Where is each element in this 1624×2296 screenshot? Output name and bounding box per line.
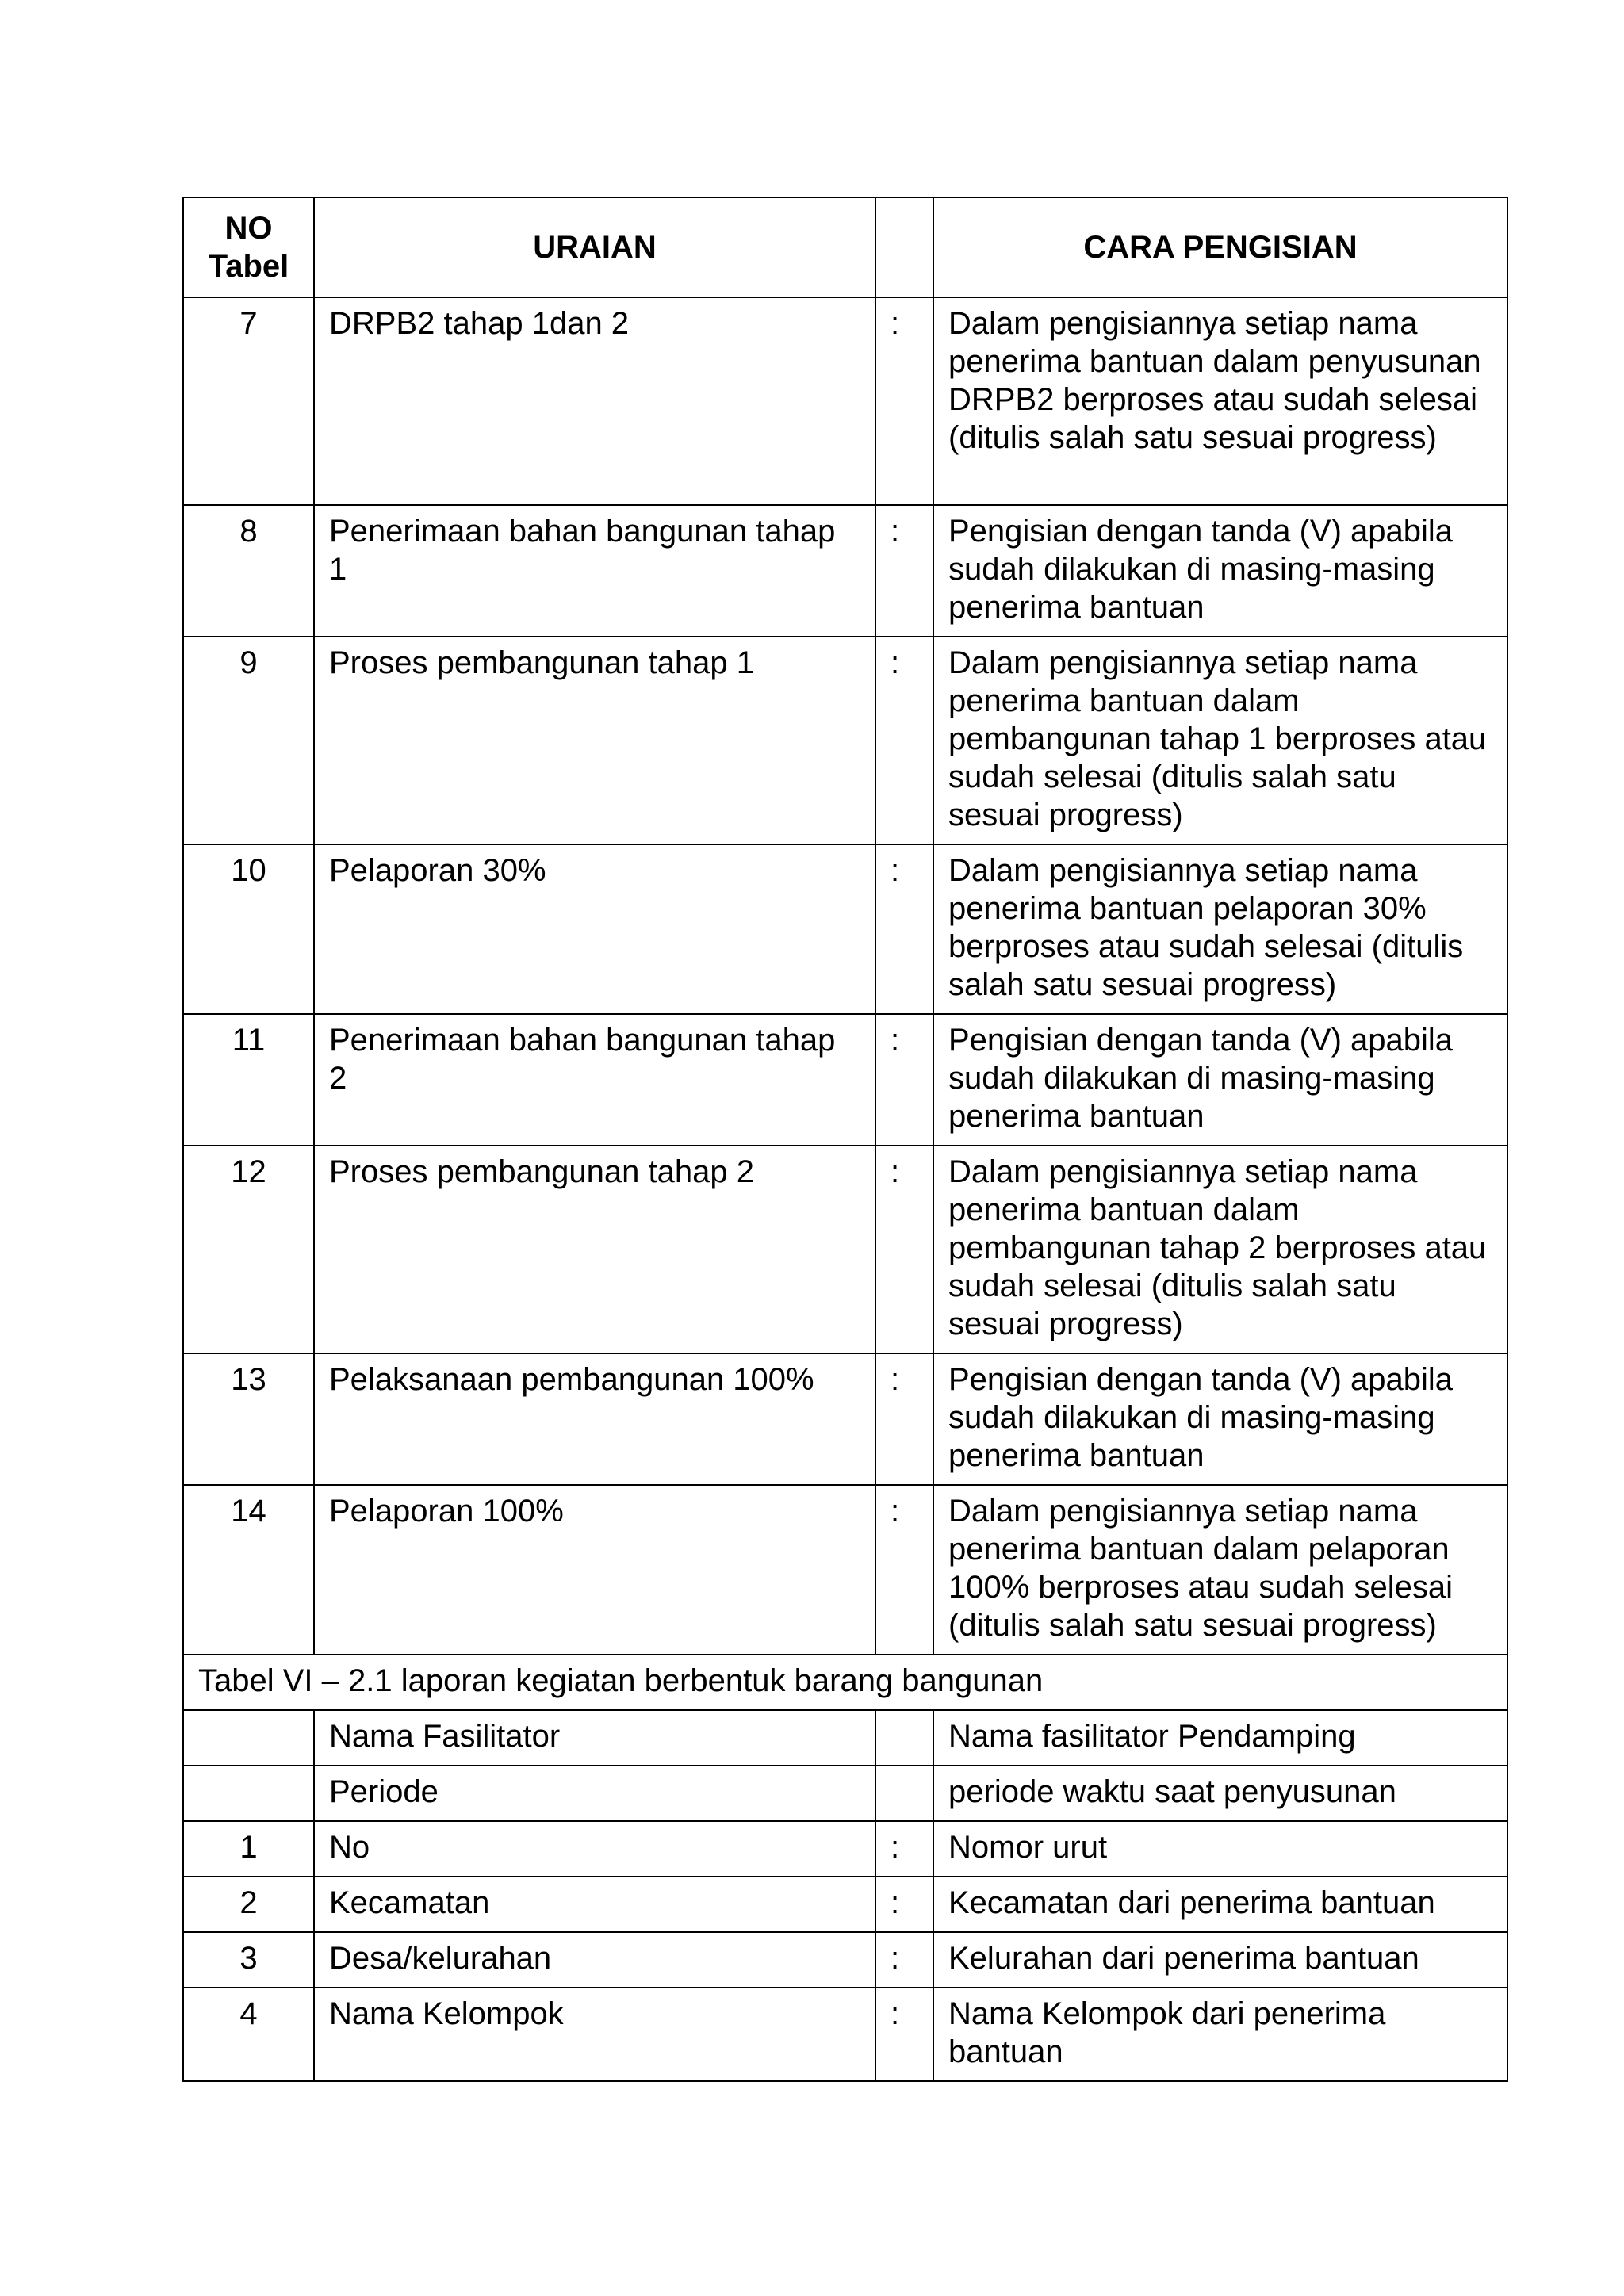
table-row <box>183 637 1507 844</box>
row-no: 13 <box>183 1353 314 1485</box>
row-cara: Nomor urut <box>933 1821 1507 1877</box>
table-row <box>183 1932 1507 1988</box>
row-no: 2 <box>183 1877 314 1932</box>
table-row <box>183 1014 1507 1146</box>
row-no: 3 <box>183 1932 314 1988</box>
row-uraian: DRPB2 tahap 1dan 2 <box>314 297 875 505</box>
row-uraian: Penerimaan bahan bangunan tahap 2 <box>314 1014 875 1146</box>
row-uraian: Pelaksanaan pembangunan 100% <box>314 1353 875 1485</box>
row-cara: Dalam pengisiannya setiap nama penerima bantuan dalam pembangunan tahap 1 berproses atau sudah selesai (ditulis salah satu sesuai progress) <box>933 637 1507 844</box>
header-uraian: URAIAN <box>314 197 875 297</box>
header-no-line1: NO <box>224 211 273 246</box>
row-no: 7 <box>183 297 314 505</box>
row-separator: : <box>875 637 933 844</box>
table-row <box>183 844 1507 1014</box>
row-cara: Nama Kelompok dari penerima bantuan <box>933 1988 1507 2081</box>
table-row <box>183 505 1507 637</box>
section-title: Tabel VI – 2.1 laporan kegiatan berbentuk barang bangunan <box>183 1655 1507 1710</box>
table-row <box>183 1877 1507 1932</box>
row-separator: : <box>875 1014 933 1146</box>
row-no: 1 <box>183 1821 314 1877</box>
header-row <box>183 197 1507 297</box>
row-cara: Kecamatan dari penerima bantuan <box>933 1877 1507 1932</box>
row-cara: Kelurahan dari penerima bantuan <box>933 1932 1507 1988</box>
row-cara: Nama fasilitator Pendamping <box>933 1710 1507 1766</box>
row-uraian: No <box>314 1821 875 1877</box>
table-row <box>183 297 1507 505</box>
row-no: 10 <box>183 844 314 1014</box>
row-cara: periode waktu saat penyusunan <box>933 1766 1507 1821</box>
row-separator: : <box>875 1485 933 1655</box>
row-cara: Pengisian dengan tanda (V) apabila sudah dilakukan di masing-masing penerima bantuan <box>933 505 1507 637</box>
row-uraian: Pelaporan 100% <box>314 1485 875 1655</box>
header-no <box>183 197 314 297</box>
table-row <box>183 1988 1507 2081</box>
row-no: 14 <box>183 1485 314 1655</box>
row-uraian: Desa/kelurahan <box>314 1932 875 1988</box>
row-uraian: Pelaporan 30% <box>314 844 875 1014</box>
row-separator: : <box>875 1932 933 1988</box>
table-row <box>183 1821 1507 1877</box>
row-separator: : <box>875 505 933 637</box>
table-row <box>183 1485 1507 1655</box>
header-cara-pengisian: CARA PENGISIAN <box>933 197 1507 297</box>
row-no: 9 <box>183 637 314 844</box>
row-cara: Dalam pengisiannya setiap nama penerima bantuan dalam pembangunan tahap 2 berproses atau sudah selesai (ditulis salah satu sesuai progress) <box>933 1146 1507 1353</box>
row-separator: : <box>875 1146 933 1353</box>
table-row <box>183 1146 1507 1353</box>
row-no: 12 <box>183 1146 314 1353</box>
guide-table <box>182 197 1508 2082</box>
row-separator: : <box>875 1988 933 2081</box>
row-no: 4 <box>183 1988 314 2081</box>
row-cara: Dalam pengisiannya setiap nama penerima bantuan dalam penyusunan DRPB2 berproses atau sudah selesai (ditulis salah satu sesuai progress) <box>933 297 1507 505</box>
row-uraian: Kecamatan <box>314 1877 875 1932</box>
row-no <box>183 1766 314 1821</box>
header-separator <box>875 197 933 297</box>
row-uraian: Penerimaan bahan bangunan tahap 1 <box>314 505 875 637</box>
row-cara: Pengisian dengan tanda (V) apabila sudah dilakukan di masing-masing penerima bantuan <box>933 1353 1507 1485</box>
row-uraian: Proses pembangunan tahap 2 <box>314 1146 875 1353</box>
row-uraian: Periode <box>314 1766 875 1821</box>
row-cara: Pengisian dengan tanda (V) apabila sudah dilakukan di masing-masing penerima bantuan <box>933 1014 1507 1146</box>
row-uraian: Nama Kelompok <box>314 1988 875 2081</box>
row-uraian: Proses pembangunan tahap 1 <box>314 637 875 844</box>
row-separator: : <box>875 1353 933 1485</box>
row-no: 8 <box>183 505 314 637</box>
table-row <box>183 1353 1507 1485</box>
row-separator: : <box>875 1877 933 1932</box>
section-header-row <box>183 1655 1507 1710</box>
row-separator <box>875 1710 933 1766</box>
row-no <box>183 1710 314 1766</box>
table-row <box>183 1710 1507 1766</box>
row-separator: : <box>875 297 933 505</box>
row-no: 11 <box>183 1014 314 1146</box>
row-separator: : <box>875 1821 933 1877</box>
row-cara: Dalam pengisiannya setiap nama penerima bantuan pelaporan 30% berproses atau sudah selesai (ditulis salah satu sesuai progress) <box>933 844 1507 1014</box>
row-separator <box>875 1766 933 1821</box>
table-row <box>183 1766 1507 1821</box>
row-uraian: Nama Fasilitator <box>314 1710 875 1766</box>
row-separator: : <box>875 844 933 1014</box>
header-no-line2: Tabel <box>208 249 289 284</box>
row-cara: Dalam pengisiannya setiap nama penerima bantuan dalam pelaporan 100% berproses atau sudah selesai (ditulis salah satu sesuai progress) <box>933 1485 1507 1655</box>
